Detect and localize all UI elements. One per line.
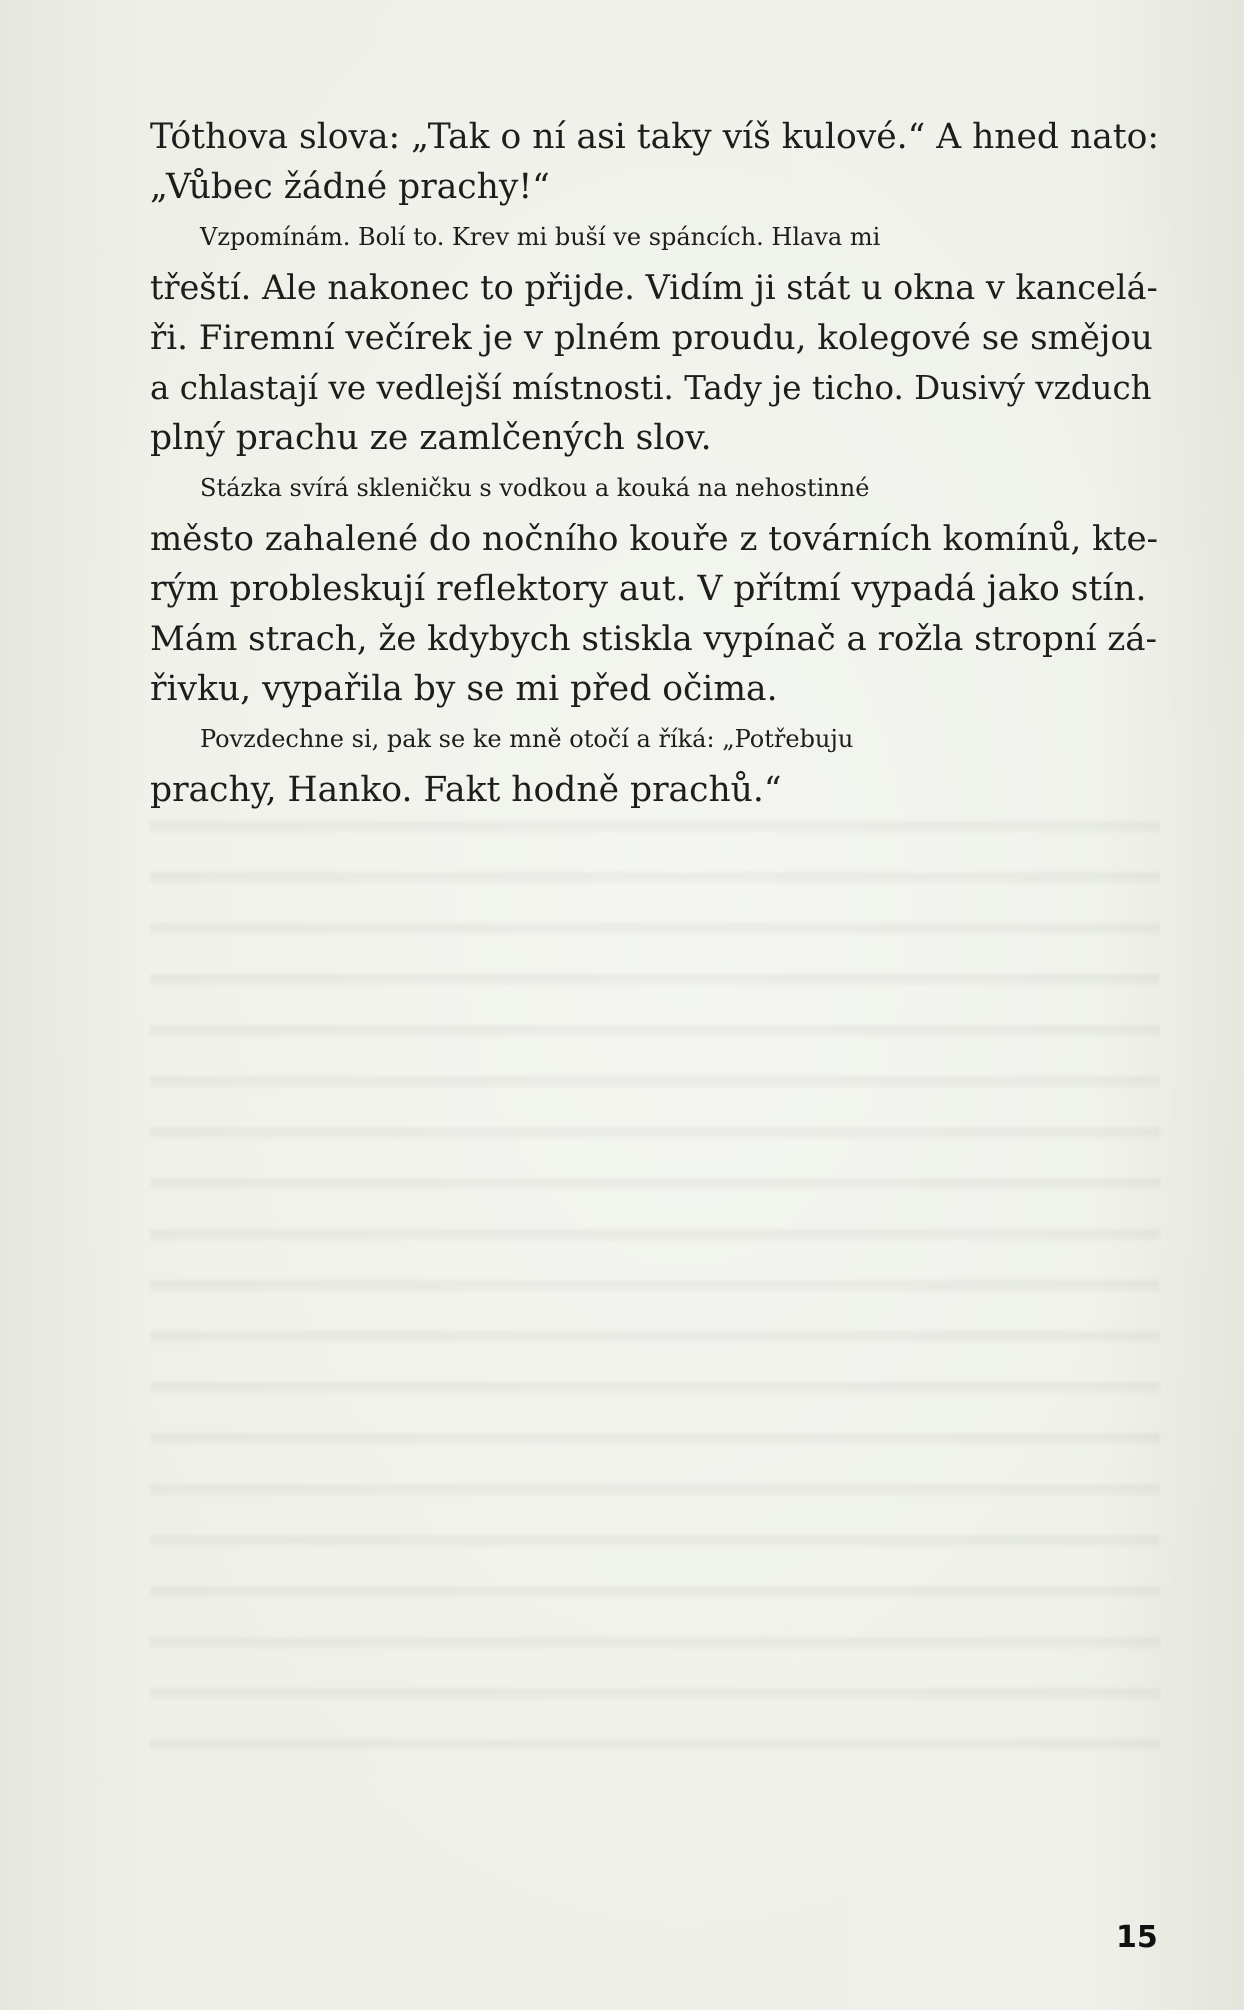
paragraph-1: [150, 112, 1160, 212]
show-through-text: [150, 790, 1160, 1750]
paragraph-2: [150, 212, 1160, 463]
text-line: Mám strach, že kdybych stiskla vypínač a rožla stropní zá-: [150, 619, 1158, 660]
paragraph-4: [150, 714, 1160, 814]
paragraph-3: [150, 463, 1160, 714]
text-line: město zahalené do nočního kouře z továrních komínů, kte-: [150, 518, 1159, 559]
body-text: [150, 112, 1160, 815]
text-line: plný prachu ze zamlčených slov.: [150, 418, 712, 459]
text-line: Povzdechne si, pak se ke mně otočí a říká: „Potřebuju: [200, 725, 854, 754]
page-number: 15: [1116, 1920, 1158, 1955]
text-line: Vzpomínám. Bolí to. Krev mi buší ve spáncích. Hlava mi: [200, 223, 881, 252]
text-line: Tóthova slova: „Tak o ní asi taky víš kulové.“ A hned nato:: [150, 117, 1160, 157]
text-line: „Vůbec žádné prachy!“: [150, 167, 550, 208]
text-line: rým probleskují reflektory aut. V přítmí vypadá jako stín.: [150, 568, 1147, 609]
text-line: Stázka svírá skleničku s vodkou a kouká na nehostinné: [200, 474, 870, 503]
text-line: prachy, Hanko. Fakt hodně prachů.“: [150, 769, 782, 810]
text-line: a chlastají ve vedlejší místnosti. Tady je ticho. Dusivý vzduch: [150, 369, 1152, 408]
text-line: třeští. Ale nakonec to přijde. Vidím ji stát u okna v kancelá-: [150, 267, 1158, 307]
text-line: ři. Firemní večírek je v plném proudu, kolegové se smějou: [150, 317, 1153, 358]
text-line: řivku, vypařila by se mi před očima.: [150, 669, 778, 710]
